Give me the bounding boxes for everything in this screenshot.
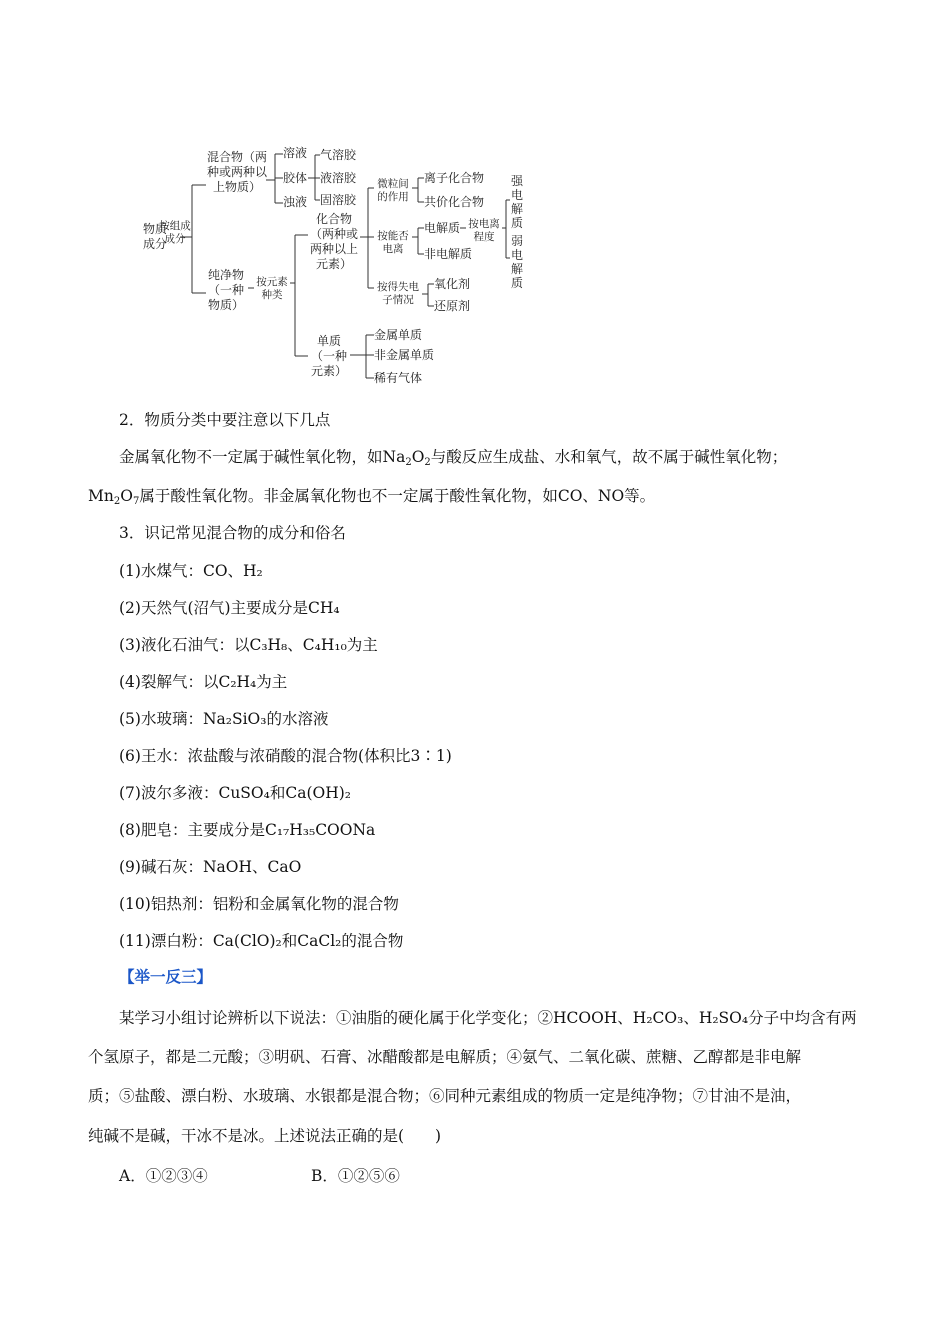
list-item: (2)天然气(沼气)主要成分是CH₄ xyxy=(119,599,340,617)
diagram-element: 单质（一种元素） xyxy=(310,334,347,378)
diagram-colloid-liquid: 液溶胶 xyxy=(320,171,357,185)
list-item: (4)裂解气：以C₂H₄为主 xyxy=(119,673,288,691)
diagram-oxidizer: 氧化剂 xyxy=(434,277,471,291)
section2-title: 2．物质分类中要注意以下几点 xyxy=(119,411,331,429)
list-item: (8)肥皂：主要成分是C₁₇H₃₅COONa xyxy=(119,821,376,839)
diagram-strong-electrolyte: 强电解质 xyxy=(510,174,523,230)
diagram-metal-element: 金属单质 xyxy=(374,328,423,342)
diagram-non-electrolyte: 非电解质 xyxy=(424,247,473,261)
list-item: (1)水煤气：CO、H₂ xyxy=(119,562,263,580)
diagram-noble-gas: 稀有气体 xyxy=(374,371,423,385)
practice-heading: 【举一反三】 xyxy=(119,967,213,986)
diagram-mixture-kind-suspension: 浊液 xyxy=(283,195,308,209)
diagram-colloid-solid: 固溶胶 xyxy=(320,193,357,207)
diagram-pure: 纯净物（一种物质） xyxy=(207,268,244,312)
practice-question-line3: 质；⑤盐酸、漂白粉、水玻璃、水银都是混合物；⑥同种元素组成的物质一定是纯净物；⑦甘油不是油， xyxy=(88,1087,802,1105)
diagram-mixture: 混合物（两种或两种以上物质） xyxy=(206,150,267,194)
diagram-colloid-gas: 气溶胶 xyxy=(320,148,357,162)
diagram-weak-electrolyte: 弱电解质 xyxy=(510,234,523,290)
list-item: (3)液化石油气：以C₃H₈、C₄H₁₀为主 xyxy=(119,636,378,654)
diagram-reducer: 还原剂 xyxy=(434,299,471,313)
list-item: (5)水玻璃：Na₂SiO₃的水溶液 xyxy=(119,710,329,728)
diagram-electrolyte: 电解质 xyxy=(424,221,461,235)
diagram-compound-edge-3: 按得失电子情况 xyxy=(377,281,419,306)
section2-paragraph-line2: $Mn_2O_7$属于酸性氧化物。非金属氧化物也不一定属于酸性氧化物，如CO、NO等。 xyxy=(88,487,656,507)
diagram-compound-edge-2: 按能否电离 xyxy=(377,230,409,255)
section2-paragraph-line1: 金属氧化物不一定属于碱性氧化物，如$Na_2O_2$与酸反应生成盐、水和氧气，故不属于碱性氧化物； xyxy=(119,448,788,468)
diagram-pure-edge: 按元素种类 xyxy=(256,276,288,301)
practice-question-line4: 纯碱不是碱，干冰不是冰。上述说法正确的是( ) xyxy=(88,1127,442,1145)
diagram-nonmetal-element: 非金属单质 xyxy=(374,348,435,362)
diagram-covalent-compound: 共价化合物 xyxy=(424,195,485,209)
practice-question-line1: 某学习小组讨论辨析以下说法：①油脂的硬化属于化学变化；②HCOOH、H₂CO₃、H₂SO₄分子中均含有两 xyxy=(119,1009,857,1027)
diagram-compound-edge-1: 微粒间的作用 xyxy=(377,178,409,203)
list-item: (9)碱石灰：NaOH、CaO xyxy=(119,858,302,876)
diagram-compound: 化合物（两种或两种以上元素） xyxy=(309,212,358,271)
classification-diagram xyxy=(140,140,540,390)
practice-question-line2: 个氢原子，都是二元酸；③明矾、石膏、冰醋酸都是电解质；④氨气、二氧化碳、蔗糖、乙醇都是非电解 xyxy=(88,1048,802,1066)
diagram-ionization-edge: 按电离程度 xyxy=(468,218,500,243)
practice-option-b: B．①②⑤⑥ xyxy=(311,1167,400,1185)
diagram-mixture-kind-colloid: 胶体 xyxy=(283,171,308,185)
section3-title: 3．识记常见混合物的成分和俗名 xyxy=(119,524,346,542)
diagram-root: 物质成分 xyxy=(142,222,167,251)
diagram-root-edge: 按组成成分 xyxy=(159,220,191,245)
diagram-ionic-compound: 离子化合物 xyxy=(424,171,485,185)
list-item: (10)铝热剂：铝粉和金属氧化物的混合物 xyxy=(119,895,399,913)
practice-option-a: A．①②③④ xyxy=(119,1167,208,1185)
list-item: (11)漂白粉：Ca(ClO)₂和CaCl₂的混合物 xyxy=(119,932,404,950)
list-item: (7)波尔多液：CuSO₄和Ca(OH)₂ xyxy=(119,784,351,802)
diagram-mixture-kind-solution: 溶液 xyxy=(283,146,308,160)
list-item: (6)王水：浓盐酸与浓硝酸的混合物(体积比3∶1) xyxy=(119,747,452,765)
